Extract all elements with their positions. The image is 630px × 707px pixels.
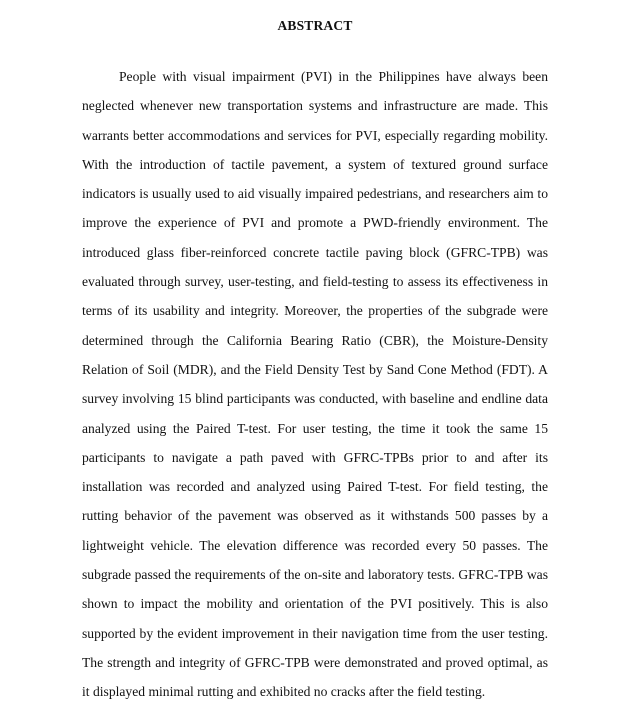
- abstract-heading: ABSTRACT: [277, 18, 353, 33]
- abstract-paragraph: People with visual impairment (PVI) in the Philippines have always been neglected whenever new transportation systems and infrastructure are made. This warrants better accommodations and services for PVI, especially regarding mobility. With the introduction of tactile pavement, a system of textured ground surface indicators is usually used to aid visually impaired pedestrians, and researchers aim to improve the experience of PVI and promote a PWD-friendly environment. The introduced glass fiber-reinforced concrete tactile paving block (GFRC-TPB) was evaluated through survey, user-testing, and field-testing to assess its effectiveness in terms of its usability and integrity. Moreover, the properties of the subgrade were determined through the California Bearing Ratio (CBR), the Moisture-Density Relation of Soil (MDR), and the Field Density Test by Sand Cone Method (FDT). A survey involving 15 blind participants was conducted, with baseline and endline data analyzed using the Paired T-test. For user testing, the time it took the same 15 participants to navigate a path paved with GFRC-TPBs prior to and after its installation was recorded and analyzed using Paired T-test. For field testing, the rutting behavior of the pavement was observed as it withstands 500 passes by a lightweight vehicle. The elevation difference was recorded every 50 passes. The subgrade passed the requirements of the on-site and laboratory tests. GFRC-TPB was shown to impact the mobility and orientation of the PVI positively. This is also supported by the evident improvement in their navigation time from the user testing. The strength and integrity of GFRC-TPB were demonstrated and proved optimal, as it displayed minimal rutting and exhibited no cracks after the field testing.: [82, 69, 548, 700]
